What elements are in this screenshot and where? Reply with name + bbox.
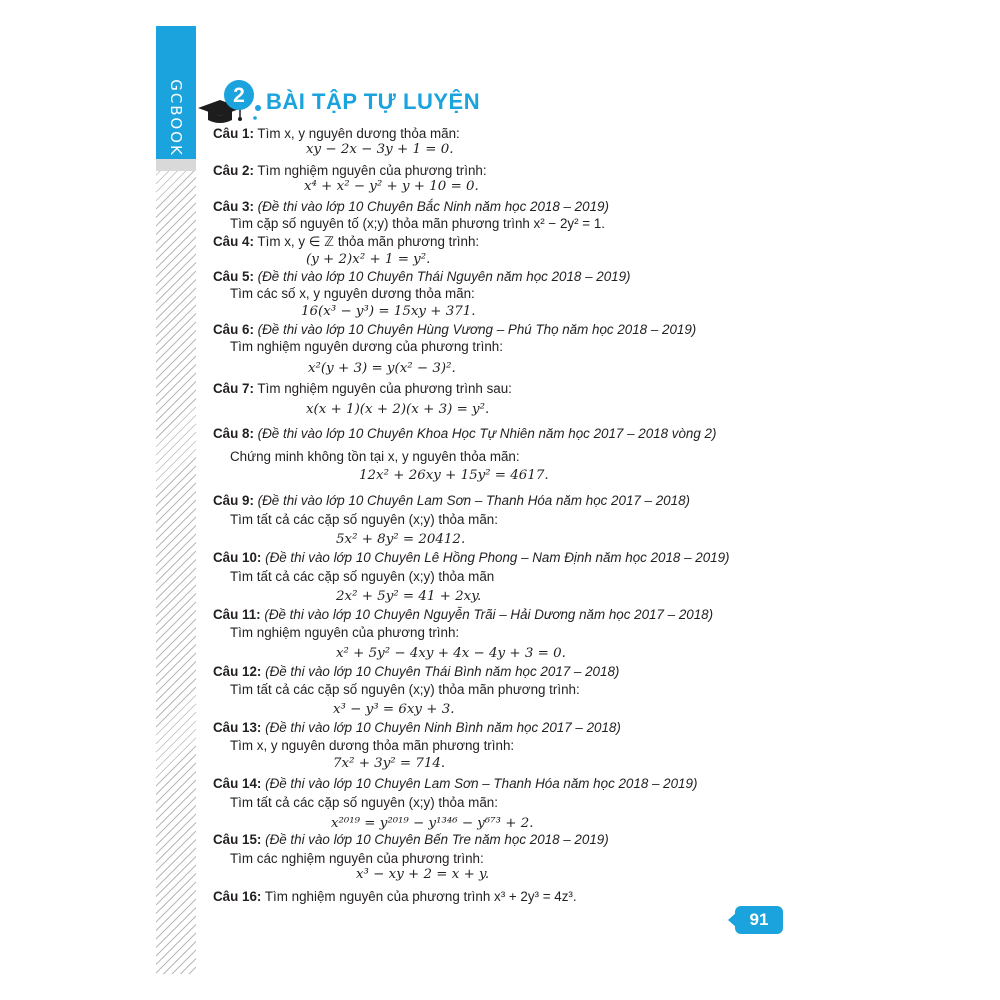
problem-3 [213, 199, 609, 215]
problem-text: Tìm x, y ∈ ℤ thỏa mãn phương trình: [257, 234, 480, 249]
problem-formula: x² + 5y² − 4xy + 4x − 4y + 3 = 0. [336, 646, 566, 661]
problem-12 [213, 664, 619, 680]
problem-text: Tìm nghiệm nguyên của phương trình: [257, 163, 487, 178]
problem-formula: x³ − xy + 2 = x + y. [356, 867, 490, 882]
problem-text: Tìm tất cả các cặp số nguyên (x;y) thỏa mãn [230, 569, 495, 584]
problem-text: Tìm tất cả các cặp số nguyên (x;y) thỏa mãn phương trình: [230, 682, 580, 697]
problem-1 [213, 126, 460, 142]
problem-6 [213, 322, 696, 338]
graduation-cap-icon [196, 78, 266, 126]
problem-label: Câu 9: [213, 493, 254, 508]
problem-8 [213, 426, 716, 442]
problem-16 [213, 889, 577, 905]
problem-text: Tìm cặp số nguyên tố (x;y) thỏa mãn phương trình x² − 2y² = 1. [230, 216, 606, 231]
problem-formula: x(x + 1)(x + 2)(x + 3) = y². [306, 402, 490, 417]
problem-label: Câu 8: [213, 426, 254, 441]
problem-formula: 5x² + 8y² = 20412. [336, 532, 466, 547]
problem-formula: 7x² + 3y² = 714. [333, 756, 446, 771]
problem-label: Câu 2: [213, 163, 254, 178]
problem-text: Tìm nghiệm nguyên dương của phương trình: [230, 339, 503, 354]
problem-source: (Đề thi vào lớp 10 Chuyên Thái Bình năm học 2017 – 2018) [265, 664, 620, 679]
problem-label: Câu 11: [213, 607, 261, 622]
sidebar-hatch [156, 159, 196, 974]
problem-2 [213, 163, 487, 179]
problem-label: Câu 13: [213, 720, 262, 735]
problem-formula: x²⁰¹⁹ = y²⁰¹⁹ − y¹³⁴⁶ − y⁶⁷³ + 2. [331, 816, 534, 831]
problem-5 [213, 269, 631, 285]
problem-label: Câu 1: [213, 126, 254, 141]
problem-formula: 2x² + 5y² = 41 + 2xy. [336, 589, 482, 604]
problem-formula: x⁴ + x² − y² + y + 10 = 0. [304, 179, 479, 194]
problem-label: Câu 5: [213, 269, 254, 284]
problem-label: Câu 6: [213, 322, 254, 337]
problem-7 [213, 381, 512, 397]
problem-text: Tìm các số x, y nguyên dương thỏa mãn: [230, 286, 475, 301]
problem-label: Câu 16: [213, 889, 262, 904]
problem-source: (Đề thi vào lớp 10 Chuyên Lam Sơn – Thanh Hóa năm học 2017 – 2018) [257, 493, 690, 508]
problem-13 [213, 720, 621, 736]
problem-label: Câu 12: [213, 664, 262, 679]
problem-formula: x³ − y³ = 6xy + 3. [333, 702, 455, 717]
page-number: 91 [735, 906, 783, 934]
section-number: 2 [233, 84, 245, 107]
problem-source: (Đề thi vào lớp 10 Chuyên Lê Hồng Phong – Nam Định năm học 2018 – 2019) [265, 550, 730, 565]
problem-text: Tìm x, y nguyên dương thỏa mãn: [257, 126, 460, 141]
problem-formula: (y + 2)x² + 1 = y². [306, 252, 431, 267]
problem-source: (Đề thi vào lớp 10 Chuyên Thái Nguyên năm học 2018 – 2019) [257, 269, 631, 284]
problem-source: (Đề thi vào lớp 10 Chuyên Bắc Ninh năm học 2018 – 2019) [257, 199, 609, 214]
problem-text: Tìm nghiệm nguyên của phương trình sau: [257, 381, 512, 396]
problem-4 [213, 234, 479, 250]
problem-label: Câu 14: [213, 776, 262, 791]
problem-text: Tìm các nghiệm nguyên của phương trình: [230, 851, 484, 866]
problem-source: (Đề thi vào lớp 10 Chuyên Ninh Bình năm học 2017 – 2018) [265, 720, 621, 735]
problem-source: (Đề thi vào lớp 10 Chuyên Lam Sơn – Thanh Hóa năm học 2018 – 2019) [265, 776, 698, 791]
problem-10 [213, 550, 730, 566]
problem-15 [213, 832, 609, 848]
problem-text: Tìm tất cả các cặp số nguyên (x;y) thỏa mãn: [230, 795, 498, 810]
section-title: BÀI TẬP TỰ LUYỆN [266, 89, 481, 114]
problem-text: Tìm nghiệm nguyên của phương trình x³ + 2y³ = 4z³. [264, 889, 577, 904]
problem-text: Chứng minh không tồn tại x, y nguyên thỏa mãn: [230, 449, 520, 464]
problem-source: (Đề thi vào lớp 10 Chuyên Khoa Học Tự Nhiên năm học 2017 – 2018 vòng 2) [257, 426, 717, 441]
problem-label: Câu 7: [213, 381, 254, 396]
problem-source: (Đề thi vào lớp 10 Chuyên Bến Tre năm học 2018 – 2019) [265, 832, 609, 847]
brand-logo-text: GCBOOK [167, 79, 185, 157]
problem-formula: xy − 2x − 3y + 1 = 0. [306, 142, 454, 157]
problem-label: Câu 3: [213, 199, 254, 214]
problem-formula: x²(y + 3) = y(x² − 3)². [308, 361, 456, 376]
problem-14 [213, 776, 697, 792]
problem-source: (Đề thi vào lớp 10 Chuyên Nguyễn Trãi – Hải Dương năm học 2017 – 2018) [264, 607, 714, 622]
sidebar-hatch-top [156, 159, 196, 171]
problem-label: Câu 15: [213, 832, 262, 847]
problem-text: Tìm nghiệm nguyên của phương trình: [230, 625, 460, 640]
problem-source: (Đề thi vào lớp 10 Chuyên Hùng Vương – Phú Thọ năm học 2018 – 2019) [257, 322, 697, 337]
problem-formula: 16(x³ − y³) = 15xy + 371. [301, 304, 476, 319]
problem-11 [213, 607, 713, 623]
problem-text: Tìm x, y nguyên dương thỏa mãn phương trình: [230, 738, 515, 753]
problem-formula: 12x² + 26xy + 15y² = 4617. [359, 468, 549, 483]
problem-label: Câu 10: [213, 550, 262, 565]
problem-label: Câu 4: [213, 234, 254, 249]
problem-9 [213, 493, 690, 509]
problem-text: Tìm tất cả các cặp số nguyên (x;y) thỏa mãn: [230, 512, 498, 527]
